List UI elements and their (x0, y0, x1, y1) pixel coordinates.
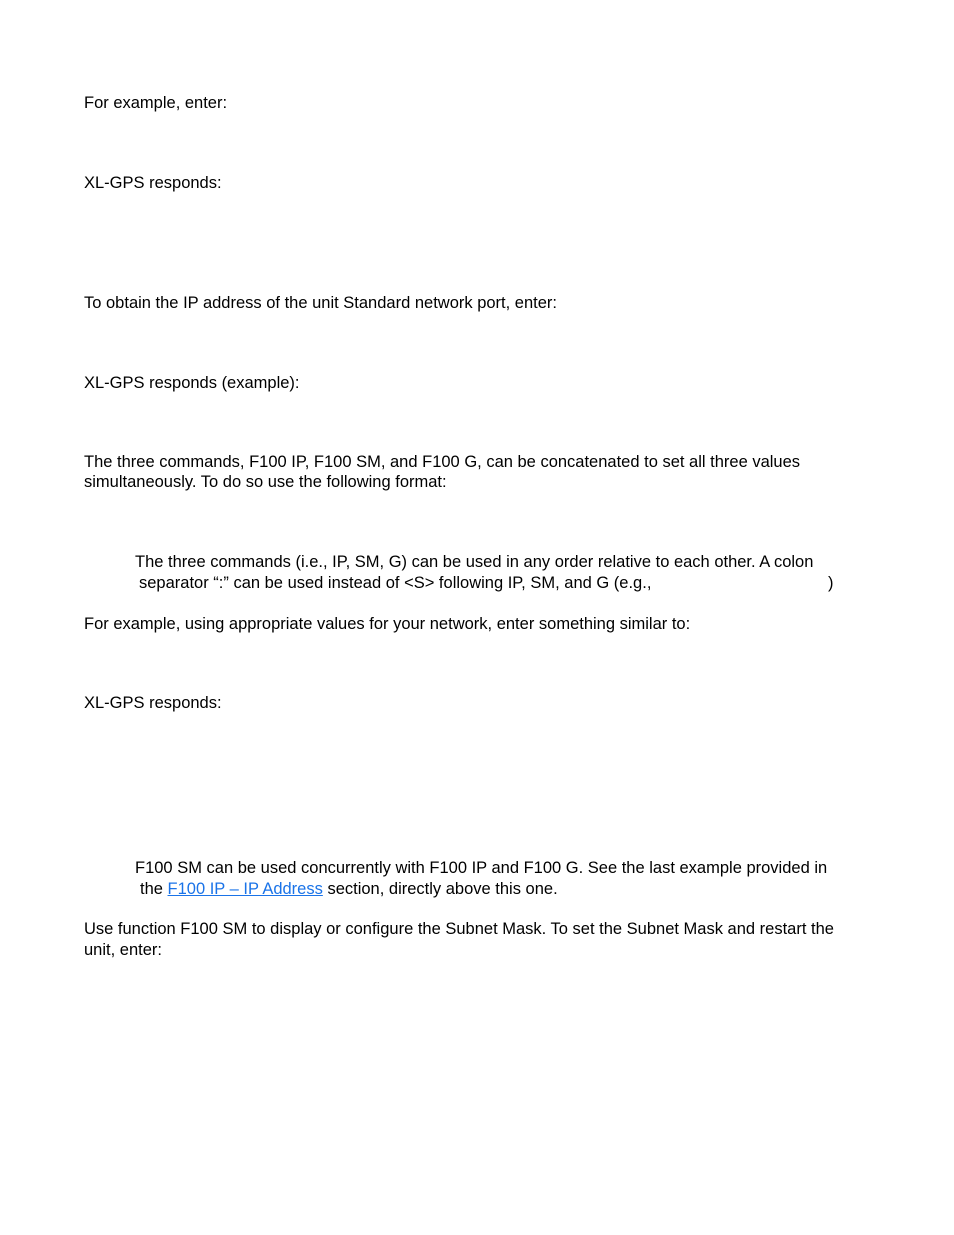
responds-text: XL-GPS responds: (84, 174, 222, 192)
concat-paragraph-line-2: simultaneously. To do so use the following format: (84, 473, 447, 491)
f100-ip-section-link[interactable]: F100 IP – IP Address (167, 880, 323, 898)
note-order-line-2: separator “:” can be used instead of <S> following IP, SM, and G (e.g., (139, 574, 652, 592)
example-network-text: For example, using appropriate values for your network, enter something similar to: (84, 615, 691, 633)
subnet-paragraph-line-2: unit, enter: (84, 941, 162, 959)
example-enter-text: For example, enter: (84, 94, 228, 112)
note-order-closing-paren: ) (828, 574, 834, 592)
note-order-line-1: The three commands (i.e., IP, SM, G) can be used in any order relative to each other. A colon (135, 553, 814, 571)
note-sm-prefix: the (140, 880, 163, 898)
note-sm-line-2 (140, 879, 558, 900)
note-sm-line-1: F100 SM can be used concurrently with F100 IP and F100 G. See the last example provided in (135, 859, 828, 877)
responds-example-text: XL-GPS responds (example): (84, 374, 300, 392)
subnet-paragraph-line-1: Use function F100 SM to display or configure the Subnet Mask. To set the Subnet Mask and restart the (84, 920, 834, 938)
note-sm-suffix: section, directly above this one. (327, 880, 558, 898)
concat-paragraph-line-1: The three commands, F100 IP, F100 SM, and F100 G, can be concatenated to set all three values (84, 453, 801, 471)
obtain-ip-text: To obtain the IP address of the unit Standard network port, enter: (84, 294, 557, 312)
responds-text-2: XL-GPS responds: (84, 694, 222, 712)
